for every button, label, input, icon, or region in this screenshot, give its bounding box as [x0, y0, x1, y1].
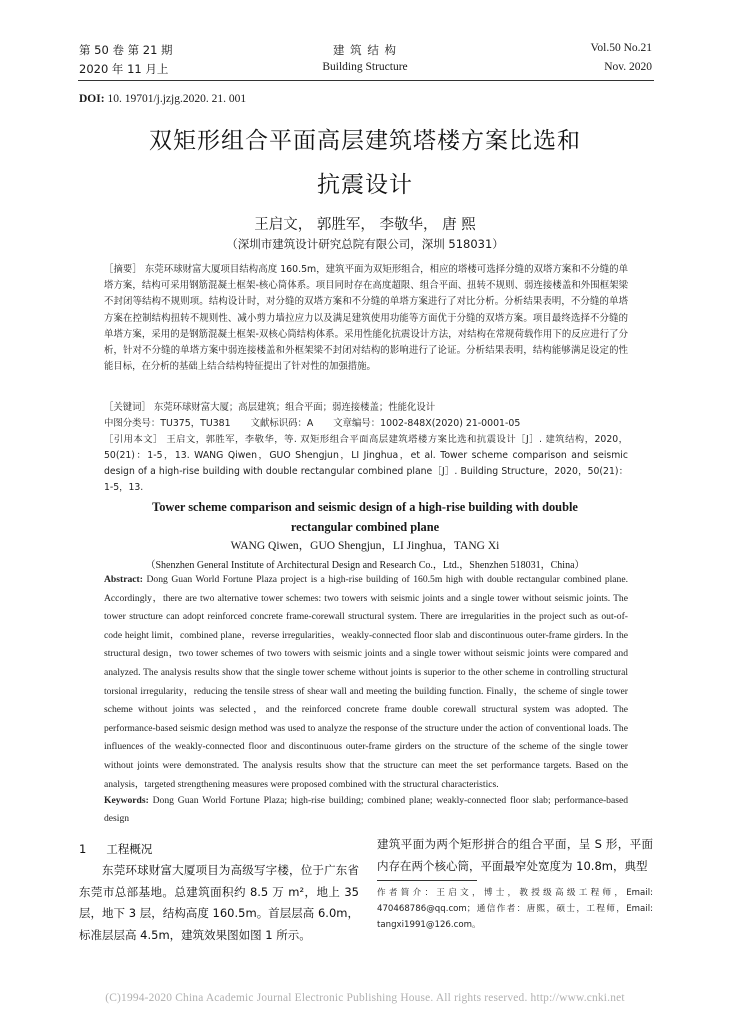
keywords-en-label: Keywords:: [104, 795, 149, 806]
section-1-number: 1: [79, 842, 87, 856]
citation-label: ［引用本文］: [104, 434, 163, 445]
keywords-cn: [104, 400, 628, 416]
section-1-paragraph-left: 东莞环球财富大厦项目为高级写字楼，位于广东省东莞市总部基地。总建筑面积约 8.5 万 m²，地上 35 层，地下 3 层，结构高度 160.5m。首层层高 6.0m，标准层层高 4.5m，建筑效果图如图 1 所示。: [79, 863, 359, 942]
keywords-en-text: Dong Guan World Fortune Plaza; high-rise building; combined plane; weakly-connected floor slab; performance-based design: [104, 795, 628, 824]
doi-label: DOI:: [79, 93, 105, 105]
abstract-cn: [104, 262, 628, 375]
copyright-notice: (C)1994-2020 China Academic Journal Electronic Publishing House. All rights reserved. http://www.cnki.net: [105, 992, 625, 1004]
keywords-en: [104, 792, 628, 827]
title-en-line2: rectangular combined plane: [290, 520, 440, 534]
abstract-cn-label: ［摘要］: [104, 264, 142, 275]
header-rule: [78, 80, 654, 81]
citation-text: 王启文，郭胜军，李敬华，等. 双矩形组合平面高层建筑塔楼方案比选和抗震设计［J］. 建筑结构，2020，50(21)：1-5，13. WANG Qiwen，GUO Shengjun，LI Jinghua，et al. Tower scheme comparison and seismic design of a high-rise building with double rectangular combined plane［J］. Building Structure，2020，50(21)：1-5，13.: [104, 434, 628, 493]
title-en-line1: Tower scheme comparison and seismic design of a high-rise building with double: [152, 500, 578, 514]
header-date-en: Nov. 2020: [604, 61, 652, 73]
section-1-paragraph-right: 建筑平面为两个矩形拼合的组合平面，呈 S 形，平面内存在两个核心筒，平面最窄处宽度为 10.8m，典型: [377, 837, 653, 873]
header-date-cn: 2020 年 11 月上: [79, 62, 169, 76]
article-number: 文章编号：1002-848X(2020) 21-0001-05: [333, 418, 521, 429]
footnote-rule: [377, 880, 477, 881]
keywords-cn-label: ［关键词］: [104, 402, 151, 413]
abstract-en-text: Dong Guan World Fortune Plaza project is a high-rise building of 160.5m high with double rectangular combined plane. Accordingly，there are two alternative tower schemes: two towers with seismic joints and a single tower without seismic joints. The tower structure can adopt reinforced concrete frame-corewall structural system. There are irregularities in the project such as out-of-code height limit，combined plane，reverse irregularities，weakly-connected floor slab and discontinuous outer-frame girders. In the structural design，two tower schemes of two towers with seismic joints and a single tower without seismic joints were compared and analyzed. The analysis results show that the single tower scheme without joints is superior to the other scheme in controlling structural torsional irregularity，reducing the tensile stress of shear wall and meeting the building function. Finally，the scheme of single tower scheme without joints was selected，and the reinforced concrete frame double corewall structural system was adopted. The performance-based seismic design method was used to analyze the response of the structure under the action of conventional loads. The influences of the weakly-connected floor and discontinuous outer-frame girders on the structure of the scheme of the single tower without joints were demonstrated. The analysis results show that the structure can meet the set performance targets. Based on the analysis，targeted strengthening measures were proposed combined with the structural characteristics.: [104, 574, 628, 790]
title-cn-line2: 抗震设计: [317, 172, 413, 198]
document-code: 文献标识码：A: [250, 418, 314, 429]
title-cn-line1: 双矩形组合平面高层建筑塔楼方案比选和: [149, 128, 581, 154]
doi-value: 10. 19701/j.jzjg.2020. 21. 001: [104, 93, 247, 105]
authors-en: WANG Qiwen，GUO Shengjun，LI Jinghua，TANG Xi: [230, 540, 500, 552]
header-volume-en: Vol.50 No.21: [590, 42, 652, 54]
abstract-en: [104, 571, 628, 794]
classification-line: [104, 416, 628, 432]
keywords-cn-text: 东莞环球财富大厦；高层建筑；组合平面；弱连接楼盖；性能化设计: [150, 402, 436, 413]
footnote-author-info: 作者简介：王启文，博士，教授级高级工程师，Email: 470468786@qq.com；通信作者：唐熙，硕士，工程师，Email: tangxi1991@126.com。: [377, 888, 653, 930]
section-1-title: 工程概况: [106, 842, 153, 856]
clc-code: 中图分类号：TU375，TU381: [104, 418, 231, 429]
affiliation-en: （Shenzhen General Institute of Architectural Design and Research Co.，Ltd.，Shenzhen 518031，China）: [145, 560, 585, 571]
citation: [104, 432, 628, 496]
doi: [79, 93, 246, 105]
authors-cn: 王启文， 郭胜军， 李敬华， 唐 熙: [254, 217, 476, 233]
header-journal-en: Building Structure: [322, 61, 408, 73]
section-1-heading: [79, 839, 359, 861]
abstract-cn-text: 东莞环球财富大厦项目结构高度 160.5m，建筑平面为双矩形组合，相应的塔楼可选择分缝的双塔方案和不分缝的单塔方案，结构可采用钢筋混凝土框架-核心筒体系。项目同时存在高度超限、组合平面、扭转不规则、弱连接楼盖和外围框架梁不封闭等结构不规则项。结构设计时，对分缝的双塔方案和不分缝的单塔方案进行了对比分析。分析结果表明，不分缝的单塔方案在控制结构扭转不规则性、减小剪力墙拉应力以及满足建筑使用功能等方面优于分缝的双塔方案。项目最终选择不分缝的单塔方案，采用的是钢筋混凝土框架-双核心筒结构体系。采用性能化抗震设计方法，对结构在常规荷载作用下的反应进行了分析，针对不分缝的单塔方案中弱连接楼盖和外框架梁不封闭对结构的影响进行了论证。分析结果表明，结构能够满足设定的性能目标，在分析的基础上结合结构特征提出了针对性的加强措施。: [104, 264, 628, 373]
abstract-en-label: Abstract:: [104, 574, 143, 585]
header-volume-cn: 第 50 卷 第 21 期: [79, 43, 173, 57]
header-journal-cn: 建 筑 结 构: [333, 43, 397, 57]
affiliation-cn: （深圳市建筑设计研究总院有限公司，深圳 518031）: [226, 237, 504, 251]
